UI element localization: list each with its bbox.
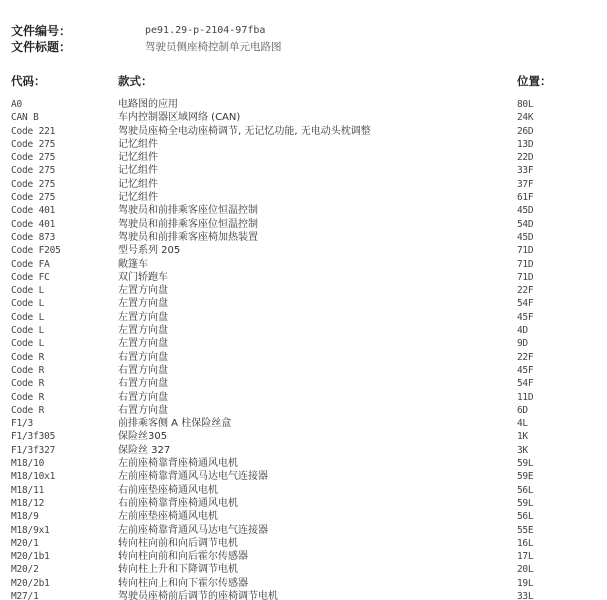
component-position: 45D — [517, 205, 534, 217]
component-description: 右置方向盘 — [118, 391, 168, 403]
component-code: Code 275 — [11, 138, 56, 150]
table-row — [0, 231, 607, 244]
component-code: Code F205 — [11, 245, 61, 257]
component-position: 22D — [517, 152, 534, 164]
component-code: M18/10 — [11, 458, 45, 470]
component-code: Code 401 — [11, 218, 56, 230]
document-title-value: 驾驶员侧座椅控制单元电路图 — [145, 41, 282, 53]
component-position: 16L — [517, 537, 534, 549]
component-position: 33F — [517, 165, 534, 177]
component-description: 驾驶员座椅前后调节的座椅调节电机 — [118, 590, 278, 600]
component-description: 右前座垫座椅通风电机 — [118, 484, 218, 496]
component-code: Code R — [11, 404, 45, 416]
component-position: 33L — [517, 590, 534, 600]
component-description: 转向柱向前和向后调节电机 — [118, 537, 238, 549]
table-row — [0, 497, 607, 510]
component-description: 左置方向盘 — [118, 338, 168, 350]
component-position: 45F — [517, 364, 534, 376]
component-description: 记忆组件 — [118, 165, 158, 177]
component-description: 记忆组件 — [118, 192, 158, 204]
component-description: 右前座椅靠背座椅通风电机 — [118, 497, 238, 509]
table-row — [0, 311, 607, 324]
header-position: 位置： — [517, 74, 552, 88]
table-row — [0, 510, 607, 523]
component-description: 左前座垫座椅通风电机 — [118, 511, 218, 523]
component-description: 驾驶员和前排乘客座位恒温控制 — [118, 218, 258, 230]
component-description: 右置方向盘 — [118, 364, 168, 376]
table-row — [0, 337, 607, 350]
table-row — [0, 563, 607, 576]
component-description: 敞篷车 — [118, 258, 148, 270]
component-position: 54F — [517, 378, 534, 390]
table-row — [0, 404, 607, 417]
component-description: 左置方向盘 — [118, 325, 168, 337]
component-code: M18/11 — [11, 484, 45, 496]
table-row — [0, 178, 607, 191]
component-code: Code 275 — [11, 165, 56, 177]
component-position: 11D — [517, 391, 534, 403]
table-row — [0, 524, 607, 537]
component-position: 9D — [517, 338, 528, 350]
component-position: 71D — [517, 271, 534, 283]
table-row — [0, 244, 607, 257]
table-row — [0, 284, 607, 297]
component-code: M18/9x1 — [11, 524, 50, 536]
table-row — [0, 537, 607, 550]
component-code: Code R — [11, 364, 45, 376]
component-position: 3K — [517, 444, 528, 456]
document-number-row — [11, 23, 282, 39]
component-position: 6D — [517, 404, 528, 416]
component-code: CAN B — [11, 112, 39, 124]
component-description: 转向柱向上和向下霍尔传感器 — [118, 577, 248, 589]
component-description: 驾驶员和前排乘客座椅加热装置 — [118, 231, 258, 243]
component-description: 记忆组件 — [118, 138, 158, 150]
component-code: M20/2b1 — [11, 577, 50, 589]
component-position: 45F — [517, 311, 534, 323]
component-position: 4L — [517, 418, 528, 430]
component-description: 驾驶员座椅全电动座椅调节, 无记忆功能, 无电动头枕调整 — [118, 125, 371, 137]
table-row — [0, 324, 607, 337]
component-description: 左置方向盘 — [118, 285, 168, 297]
component-position: 55E — [517, 524, 534, 536]
component-position: 61F — [517, 192, 534, 204]
component-code: Code L — [11, 338, 45, 350]
component-position: 20L — [517, 564, 534, 576]
component-position: 71D — [517, 258, 534, 270]
component-description: 左前座椅靠背通风马达电气连接器 — [118, 471, 268, 483]
component-code: F1/3 — [11, 418, 34, 430]
component-code: A0 — [11, 99, 23, 110]
component-code: Code 275 — [11, 152, 56, 164]
component-code: Code FC — [11, 271, 50, 283]
table-row — [0, 391, 607, 404]
document-meta — [11, 23, 282, 55]
component-position: 37F — [517, 178, 534, 190]
component-description: 右置方向盘 — [118, 351, 168, 363]
table-row — [0, 484, 607, 497]
component-description: 保险丝305 — [118, 431, 168, 443]
component-code: Code R — [11, 351, 45, 363]
table-row — [0, 470, 607, 483]
component-description: 记忆组件 — [118, 152, 158, 164]
header-code: 代码： — [11, 74, 46, 88]
component-code: Code 873 — [11, 231, 56, 243]
component-code: M18/9 — [11, 511, 39, 523]
table-row — [0, 444, 607, 457]
table-row — [0, 550, 607, 563]
document-title-label: 文件标题： — [11, 40, 72, 54]
component-description: 前排乘客侧 A 柱保险丝盒 — [118, 418, 232, 430]
component-code: Code L — [11, 298, 45, 310]
component-code: Code 275 — [11, 192, 56, 204]
component-code: M18/12 — [11, 497, 45, 509]
component-description: 双门轿跑车 — [118, 271, 168, 283]
component-position: 19L — [517, 577, 534, 589]
table-row — [0, 351, 607, 364]
table-row — [0, 297, 607, 310]
component-description: 左置方向盘 — [118, 298, 168, 310]
component-description: 转向柱向前和向后霍尔传感器 — [118, 551, 248, 563]
table-row — [0, 258, 607, 271]
table-row — [0, 417, 607, 430]
component-position: 13D — [517, 138, 534, 150]
component-position: 80L — [517, 99, 534, 110]
component-table — [0, 98, 607, 600]
table-row — [0, 125, 607, 138]
component-description: 转向柱上升和下降调节电机 — [118, 564, 238, 576]
component-code: Code FA — [11, 258, 50, 270]
component-description: 保险丝 327 — [118, 444, 171, 456]
component-description: 记忆组件 — [118, 178, 158, 190]
document-number-value: pe91.29-p-2104-97fba — [145, 25, 266, 36]
component-code: F1/3f305 — [11, 431, 56, 443]
document-title-row — [11, 39, 282, 55]
component-description: 车内控制器区域网络 (CAN) — [118, 112, 241, 124]
component-position: 59L — [517, 458, 534, 470]
component-code: M18/10x1 — [11, 471, 56, 483]
component-code: Code R — [11, 391, 45, 403]
table-row — [0, 164, 607, 177]
component-description: 右置方向盘 — [118, 378, 168, 390]
component-code: M27/1 — [11, 590, 39, 600]
table-row — [0, 457, 607, 470]
table-row — [0, 577, 607, 590]
component-position: 4D — [517, 325, 528, 337]
table-row — [0, 364, 607, 377]
component-position: 45D — [517, 231, 534, 243]
component-code: Code 401 — [11, 205, 56, 217]
component-position: 24K — [517, 112, 534, 124]
table-row — [0, 430, 607, 443]
component-description: 左置方向盘 — [118, 311, 168, 323]
component-code: Code L — [11, 285, 45, 297]
component-description: 驾驶员和前排乘客座位恒温控制 — [118, 205, 258, 217]
component-code: Code R — [11, 378, 45, 390]
table-row — [0, 218, 607, 231]
component-code: M20/1b1 — [11, 551, 50, 563]
component-code: Code L — [11, 325, 45, 337]
component-position: 17L — [517, 551, 534, 563]
component-code: F1/3f327 — [11, 444, 56, 456]
table-row — [0, 590, 607, 600]
component-position: 22F — [517, 351, 534, 363]
table-row — [0, 191, 607, 204]
component-position: 71D — [517, 245, 534, 257]
component-code: M20/2 — [11, 564, 39, 576]
component-description: 电路图的应用 — [118, 99, 178, 110]
component-position: 1K — [517, 431, 528, 443]
component-position: 22F — [517, 285, 534, 297]
header-description: 款式： — [118, 74, 153, 88]
table-row — [0, 138, 607, 151]
component-code: Code L — [11, 311, 45, 323]
component-position: 26D — [517, 125, 534, 137]
document-number-label: 文件编号： — [11, 24, 72, 38]
component-position: 56L — [517, 511, 534, 523]
component-position: 59L — [517, 497, 534, 509]
component-position: 54F — [517, 298, 534, 310]
table-row — [0, 98, 607, 111]
table-row — [0, 151, 607, 164]
component-code: M20/1 — [11, 537, 39, 549]
component-description: 左前座椅靠背通风马达电气连接器 — [118, 524, 268, 536]
table-row — [0, 111, 607, 124]
component-code: Code 221 — [11, 125, 56, 137]
component-code: Code 275 — [11, 178, 56, 190]
component-position: 54D — [517, 218, 534, 230]
table-row — [0, 377, 607, 390]
component-position: 56L — [517, 484, 534, 496]
table-row — [0, 271, 607, 284]
table-row — [0, 204, 607, 217]
component-description: 型号系列 205 — [118, 245, 181, 257]
component-position: 59E — [517, 471, 534, 483]
component-description: 右置方向盘 — [118, 404, 168, 416]
component-description: 左前座椅靠背座椅通风电机 — [118, 458, 238, 470]
